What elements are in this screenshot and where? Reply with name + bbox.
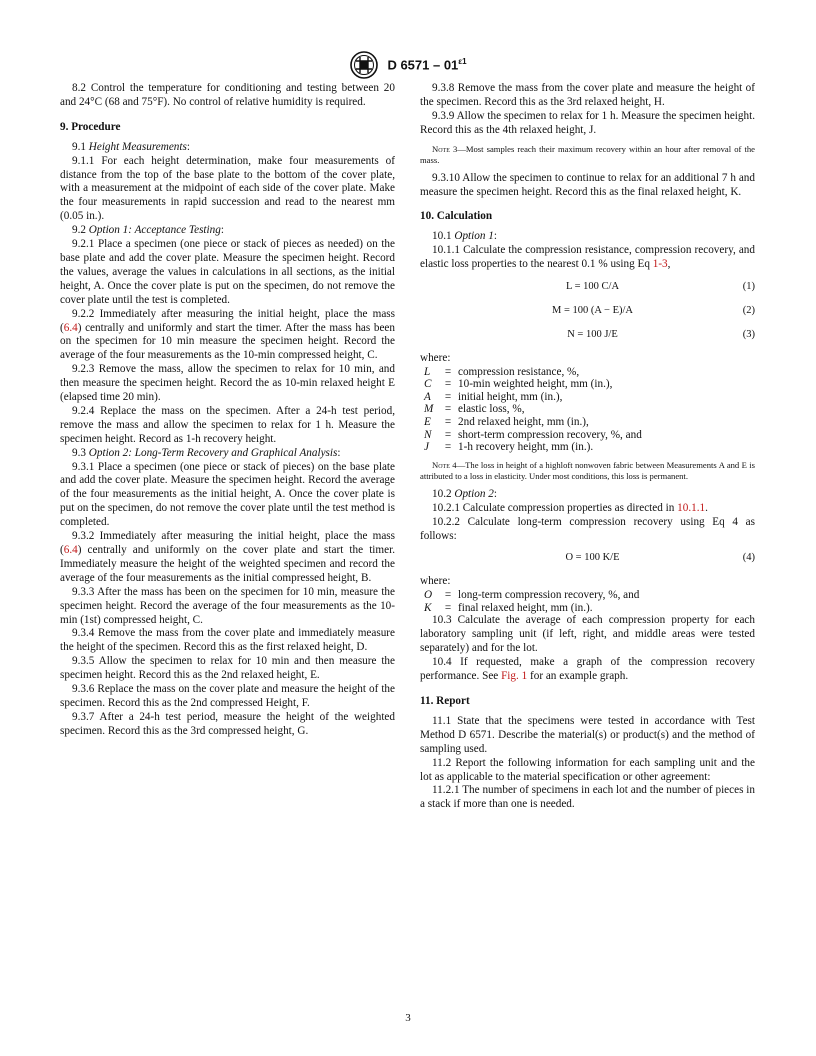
definition-row: K = final relaxed height, mm (in.).	[424, 601, 593, 614]
paragraph-9-3-6: 9.3.6 Replace the mass on the cover plate and measure the height of the specimen. Record this as the 2nd compressed Height, F.	[60, 683, 395, 709]
paragraph-10-4: 10.4 If requested, make a graph of the compression recovery performance. See Fig. 1 for an example graph.	[420, 656, 755, 683]
paragraph-10-1-1: 10.1.1 Calculate the compression resistance, compression recovery, and elastic loss properties to the nearest 0.1 % using Eq 1-3,	[420, 244, 755, 271]
section-10-heading: 10. Calculation	[420, 210, 493, 223]
ref-6-4-link[interactable]: 6.4	[63, 544, 78, 556]
paragraph-9-3-4: 9.3.4 Remove the mass from the cover plate and immediately measure the height of the specimen. Record this as the first relaxed height, D.	[60, 627, 395, 654]
right-column	[420, 82, 755, 812]
section-9-heading: 9. Procedure	[60, 120, 121, 133]
ref-fig-1-link[interactable]: Fig. 1	[501, 670, 528, 683]
paragraph-9-2: 9.2 Option 1: Acceptance Testing:	[72, 224, 224, 237]
definition-row: N = short-term compression recovery, %, and	[424, 428, 642, 441]
paragraph-11-1: 11.1 State that the specimens were tested in accordance with Test Method D 6571. Describe the material(s) or product(s) and the method of sampling used.	[420, 714, 755, 755]
definition-row: L = compression resistance, %,	[424, 365, 580, 378]
paragraph-9-2-3: 9.2.3 Remove the mass, allow the specimen to relax for 10 min, and then measure the specimen height. Record the as 10-min relaxed height E (elapsed time 20 min).	[60, 363, 395, 404]
equation-4: O = 100 K/E (4)	[565, 552, 755, 564]
section-11-heading: 11. Report	[420, 695, 470, 707]
paragraph-8-2: 8.2 Control the temperature for conditioning and testing between 20 and 24°C (68 and 75°F). No control of relative humidity is required.	[60, 82, 395, 108]
paragraph-9-3-9: 9.3.9 Allow the specimen to relax for 1 h. Measure the specimen height. Record this as the 4th relaxed height, J.	[420, 109, 755, 136]
paragraph-9-2-2: 9.2.2 Immediately after measuring the initial height, place the mass (6.4) centrally and uniformly and start the timer. After the mass has been on the specimen for 10 min measure the specimen height. Record the average of the four measurements as the 10-min compressed height, C.	[60, 307, 395, 362]
ref-6-4-link[interactable]: 6.4	[63, 321, 78, 334]
astm-logo-icon	[349, 50, 379, 80]
note-4: Note 4—The loss in height of a highloft nonwoven fabric between Measurements A and E is attributed to a loss in elasticity. Under most conditions, this loss is permanent.	[420, 459, 755, 481]
paragraph-9-1-1: 9.1.1 For each height determination, make four measurements of distance from the top of the base plate to the bottom of the cover plate, with a measurement at the midpoint of each side of the cover plate. Make the four measurements in rapid succession and read to the nearest mm (0.05 in.).	[60, 154, 395, 223]
paragraph-9-3-3: 9.3.3 After the mass has been on the specimen for 10 min, measure the specimen height. Record the average of the four measurements as the 10-min (1st) compressed height, C.	[60, 585, 395, 626]
paragraph-9-2-4: 9.2.4 Replace the mass on the specimen. After a 24-h test period, remove the mass and allow the specimen to relax for 1 h. Measure the specimen height. Record as 1-h recovery height.	[60, 404, 395, 445]
paragraph-9-1: 9.1 Height Measurements:	[72, 140, 190, 153]
equation-2: M = 100 (A − E)/A (2)	[552, 304, 755, 316]
paragraph-9-3-10: 9.3.10 Allow the specimen to continue to relax for an additional 7 h and measure the specimen height. Record this as the final relaxed height, K.	[420, 171, 755, 198]
note-3: Note 3—Most samples reach their maximum recovery within an hour after removal of the mass.	[420, 143, 755, 165]
document-designation: D $6571 - 01^{\varepsilon 1}$	[387, 57, 467, 73]
where-label: where:	[420, 351, 451, 364]
definition-row: J = 1-h recovery height, mm (in.).	[424, 441, 594, 454]
equation-3: N = 100 J/E (3)	[567, 328, 755, 340]
paragraph-11-2-1: 11.2.1 The number of specimens in each lot and the number of pieces in a stack if more than one is needed.	[420, 784, 755, 811]
definition-row: O = long-term compression recovery, %, and	[424, 589, 640, 602]
paragraph-10-1: 10.1 Option 1:	[432, 230, 497, 243]
definition-row: E = 2nd relaxed height, mm (in.),	[424, 416, 589, 429]
definition-row: M = elastic loss, %,	[424, 403, 525, 416]
paragraph-9-3-2: 9.3.2 Immediately after measuring the initial height, place the mass (6.4) centrally and uniformly on the cover plate and start the timer. Immediately measure the height of the weighted specimen and record the average of the four measurements as the initial compressed height, B.	[60, 530, 395, 584]
paragraph-9-3-8: 9.3.8 Remove the mass from the cover plate and measure the height of the specimen. Record this as the 3rd relaxed height, H.	[420, 82, 755, 108]
definition-row: C = 10-min weighted height, mm (in.),	[424, 378, 613, 391]
paragraph-9-3-7: 9.3.7 After a 24-h test period, measure the height of the weighted specimen. Record this as the 3rd compressed height, G.	[60, 710, 395, 737]
paragraph-10-2-2: 10.2.2 Calculate long-term compression recovery using Eq 4 as follows:	[420, 515, 755, 542]
definitions-list	[420, 366, 755, 454]
where-label: where:	[420, 575, 451, 588]
paragraph-9-3-5: 9.3.5 Allow the specimen to relax for 10 min and then measure the specimen height. Record this as the 2nd relaxed height, E.	[60, 655, 395, 682]
paragraph-9-2-1: 9.2.1 Place a specimen (one piece or stack of pieces as needed) on the base plate and add the cover plate. Measure the specimen height. Record the values, average the values in calculations in all sections, as the initial height, A. Once the cover plate is put on the specimen, do not remove the cover plate until the test is completed.	[60, 238, 395, 306]
paragraph-10-3: 10.3 Calculate the average of each compression property for each laboratory sampling unit (if left, right, and middle areas were tested separately) and for the lot.	[420, 614, 755, 655]
ref-10-1-1-link[interactable]: 10.1.1	[677, 501, 706, 514]
definitions-list	[420, 589, 755, 614]
ref-eq-1-3-link[interactable]: 1-3	[652, 258, 668, 271]
paragraph-10-2: 10.2 Option 2:	[432, 487, 497, 500]
paragraph-9-3: 9.3 Option 2: Long-Term Recovery and Graphical Analysis:	[72, 446, 341, 459]
equation-1: L = 100 C/A (1)	[565, 281, 755, 293]
page-header	[0, 50, 816, 80]
definition-row: A = initial height, mm (in.),	[424, 390, 563, 403]
paragraph-9-3-1: 9.3.1 Place a specimen (one piece or stack of pieces) on the base plate and add the cover plate. Measure the specimen height. Record the average of the four measurements as the initial height, A. Once the cover plate is put on the specimen, do not remove the cover plate until the test method is completed.	[60, 460, 395, 529]
left-column	[60, 82, 395, 739]
page-number: 3	[405, 1012, 411, 1024]
paragraph-10-2-1: 10.2.1 Calculate compression properties as directed in 10.1.1.	[432, 501, 708, 514]
paragraph-11-2: 11.2 Report the following information for each sampling unit and the lot as applicable to the material specification or other agreement:	[420, 756, 755, 783]
